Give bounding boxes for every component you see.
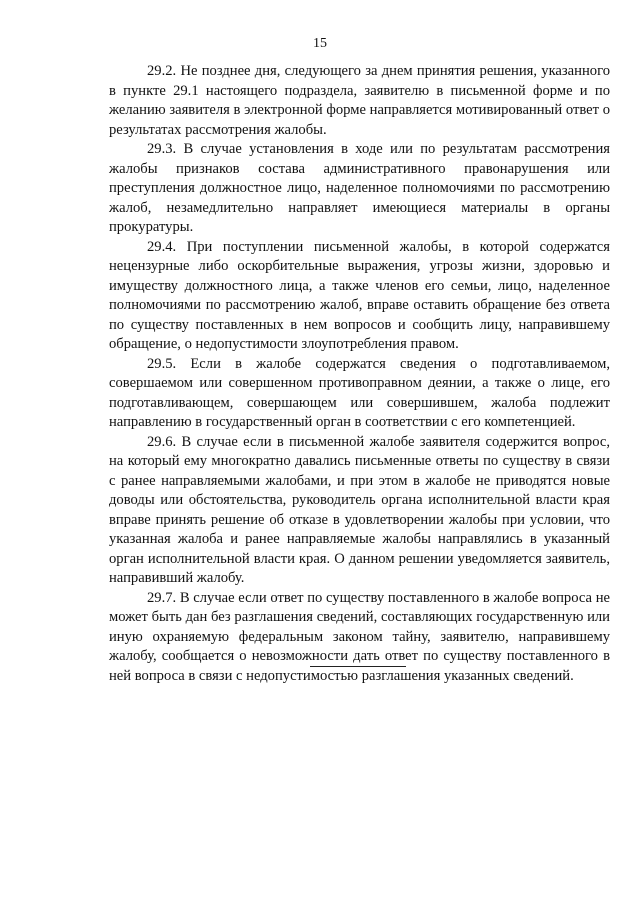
paragraph-29-3: 29.3. В случае установления в ходе или по результатам рассмотрения жалобы признаков состава административного правонарушения или преступления должностное лицо, наделенное полномочиями по рассмотрению жалоб, незамедлительно направляет имеющиеся материалы в органы прокуратуры. bbox=[109, 141, 610, 235]
paragraph-29-4: 29.4. При поступлении письменной жалобы, в которой содержатся нецензурные либо оскорбительные выражения, угрозы жизни, здоровью и имуществу должностного лица, а также членов его семьи, лицо, наделенное полномочиями по рассмотрению жалоб, вправе оставить обращение без ответа по существу поставленных в нем вопросов и сообщить лицу, направившему обращение, о недопустимости злоупотребления правом. bbox=[109, 238, 610, 352]
end-of-document-rule bbox=[310, 666, 406, 667]
paragraph-29-5: 29.5. Если в жалобе содержатся сведения о подготавливаемом, совершаемом или совершенном противоправном деянии, а также о лице, его подготавливающем, совершающем или совершившем, жалоба подлежит направлению в государственный орган в соответствии с его компетенцией. bbox=[109, 355, 610, 430]
paragraph-29-7: 29.7. В случае если ответ по существу поставленного в жалобе вопроса не может быть дан без разглашения сведений, составляющих государственную или иную охраняемую федеральным законом тайну, заявителю, направившему жалобу, сообщается о невозможности дать ответ по существу поставленного в ней вопроса в связи с недопустимостью разглашения указанных сведений. bbox=[109, 589, 610, 684]
paragraph-29-2: 29.2. Не позднее дня, следующего за днем принятия решения, указанного в пункте 29.1 настоящего подраздела, заявителю в письменной форме и по желанию заявителя в электронной форме направляется мотивированный ответ о результатах рассмотрения жалобы. bbox=[109, 63, 610, 138]
document-body bbox=[109, 62, 610, 686]
paragraph-29-6: 29.6. В случае если в письменной жалобе заявителя содержится вопрос, на который ему многократно давались письменные ответы по существу в связи с ранее направляемыми жалобами, и при этом в жалобе не приводятся новые доводы или обстоятельства, руководитель органа исполнительной власти края вправе принять решение об отказе в удовлетворении жалобы при условии, что указанная жалоба и ранее направляемые жалобы направлялись в указанный орган исполнительной власти края. О данном решении уведомляется заявитель, направивший жалобу. bbox=[109, 433, 610, 586]
page-number: 15 bbox=[313, 36, 327, 51]
